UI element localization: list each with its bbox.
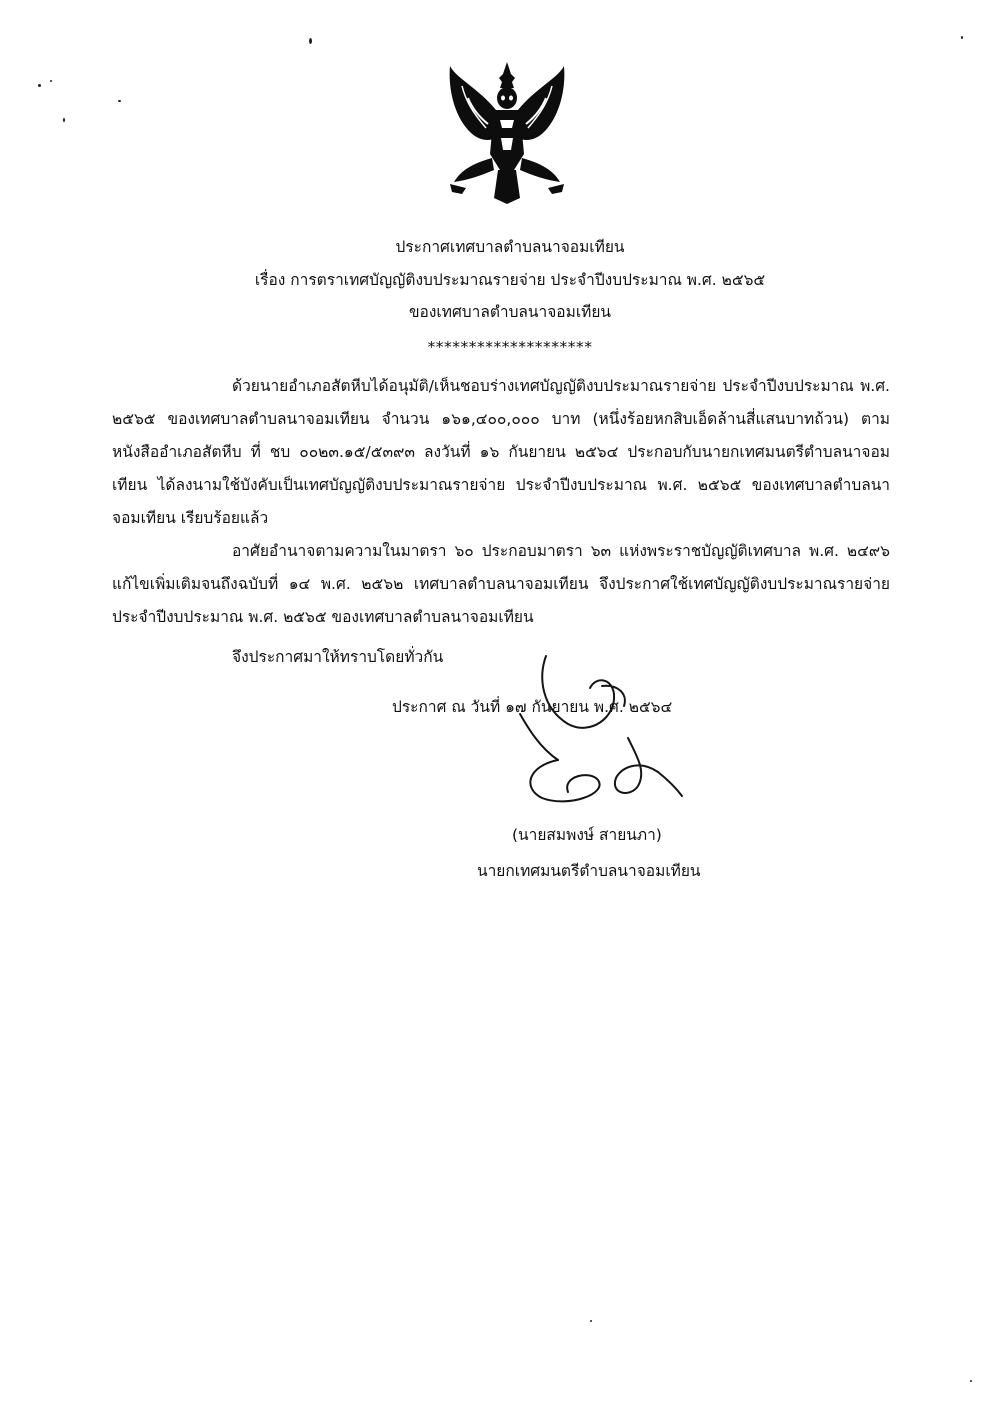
header-divider: ******************** xyxy=(427,338,593,356)
scan-speck xyxy=(50,80,52,82)
scan-speck xyxy=(970,1380,972,1382)
announcement-date: ประกาศ ณ วันที่ ๑๗ กันยายน พ.ศ. ๒๕๖๔ xyxy=(392,698,673,716)
signer-title: นายกเทศมนตรีตำบลนาจอมเทียน xyxy=(477,862,701,880)
scan-speck xyxy=(38,84,41,87)
garuda-emblem-icon xyxy=(448,58,566,206)
scan-speck xyxy=(63,118,65,122)
announcement-org: ประกาศเทศบาลตำบลนาจอมเทียน xyxy=(395,238,625,256)
body-paragraph-2: อาศัยอำนาจตามความในมาตรา ๖๐ ประกอบมาตรา ๖๓ แห่งพระราชบัญญัติเทศบาล พ.ศ. ๒๔๙๖ แก้ไขเพิ่มเติมจนถึงฉบับที่ ๑๔ พ.ศ. ๒๕๖๒ เทศบาลตำบลนาจอมเทียน จึงประกาศใช้เทศบัญญัติงบประมาณรายจ่าย ประจำปีงบประมาณ พ.ศ. ๒๕๖๕ ของเทศบาลตำบลนาจอมเทียน xyxy=(112,542,890,626)
scan-speck xyxy=(590,1320,592,1322)
body-paragraph-1: ด้วยนายอำเภอสัตหีบได้อนุมัติ/เห็นชอบร่างเทศบัญญัติงบประมาณรายจ่าย ประจำปีงบประมาณ พ.ศ. ๒๕๖๕ ของเทศบาลตำบลนาจอมเทียน จำนวน ๑๖๑,๔๐๐,๐๐๐ บาท (หนึ่งร้อยหกสิบเอ็ดล้านสี่แสนบาทถ้วน) ตามหนังสืออำเภอสัตหีบ ที่ ชบ ๐๐๒๓.๑๕/๕๓๙๓ ลงวันที่ ๑๖ กันยายน ๒๕๖๔ ประกอบกับนายกเทศมนตรีตำบลนาจอมเทียน ได้ลงนามใช้บังคับเป็นเทศบัญญัติงบประมาณรายจ่าย ประจำปีงบประมาณ พ.ศ. ๒๕๖๕ ของเทศบาลตำบลนาจอมเทียน เรียบร้อยแล้ว xyxy=(112,377,890,527)
scan-speck xyxy=(961,36,963,39)
announcement-of: ของเทศบาลตำบลนาจอมเทียน xyxy=(408,303,612,321)
handwritten-signature-icon xyxy=(498,648,708,828)
announcement-subject: เรื่อง การตราเทศบัญญัติงบประมาณรายจ่าย ประจำปีงบประมาณ พ.ศ. ๒๕๖๕ xyxy=(254,271,766,289)
signer-name: (นายสมพงษ์ สายนภา) xyxy=(512,826,662,844)
scan-speck xyxy=(309,38,312,44)
closing-paragraph: จึงประกาศมาให้ทราบโดยทั่วกัน xyxy=(232,648,444,666)
scan-speck xyxy=(118,100,121,102)
